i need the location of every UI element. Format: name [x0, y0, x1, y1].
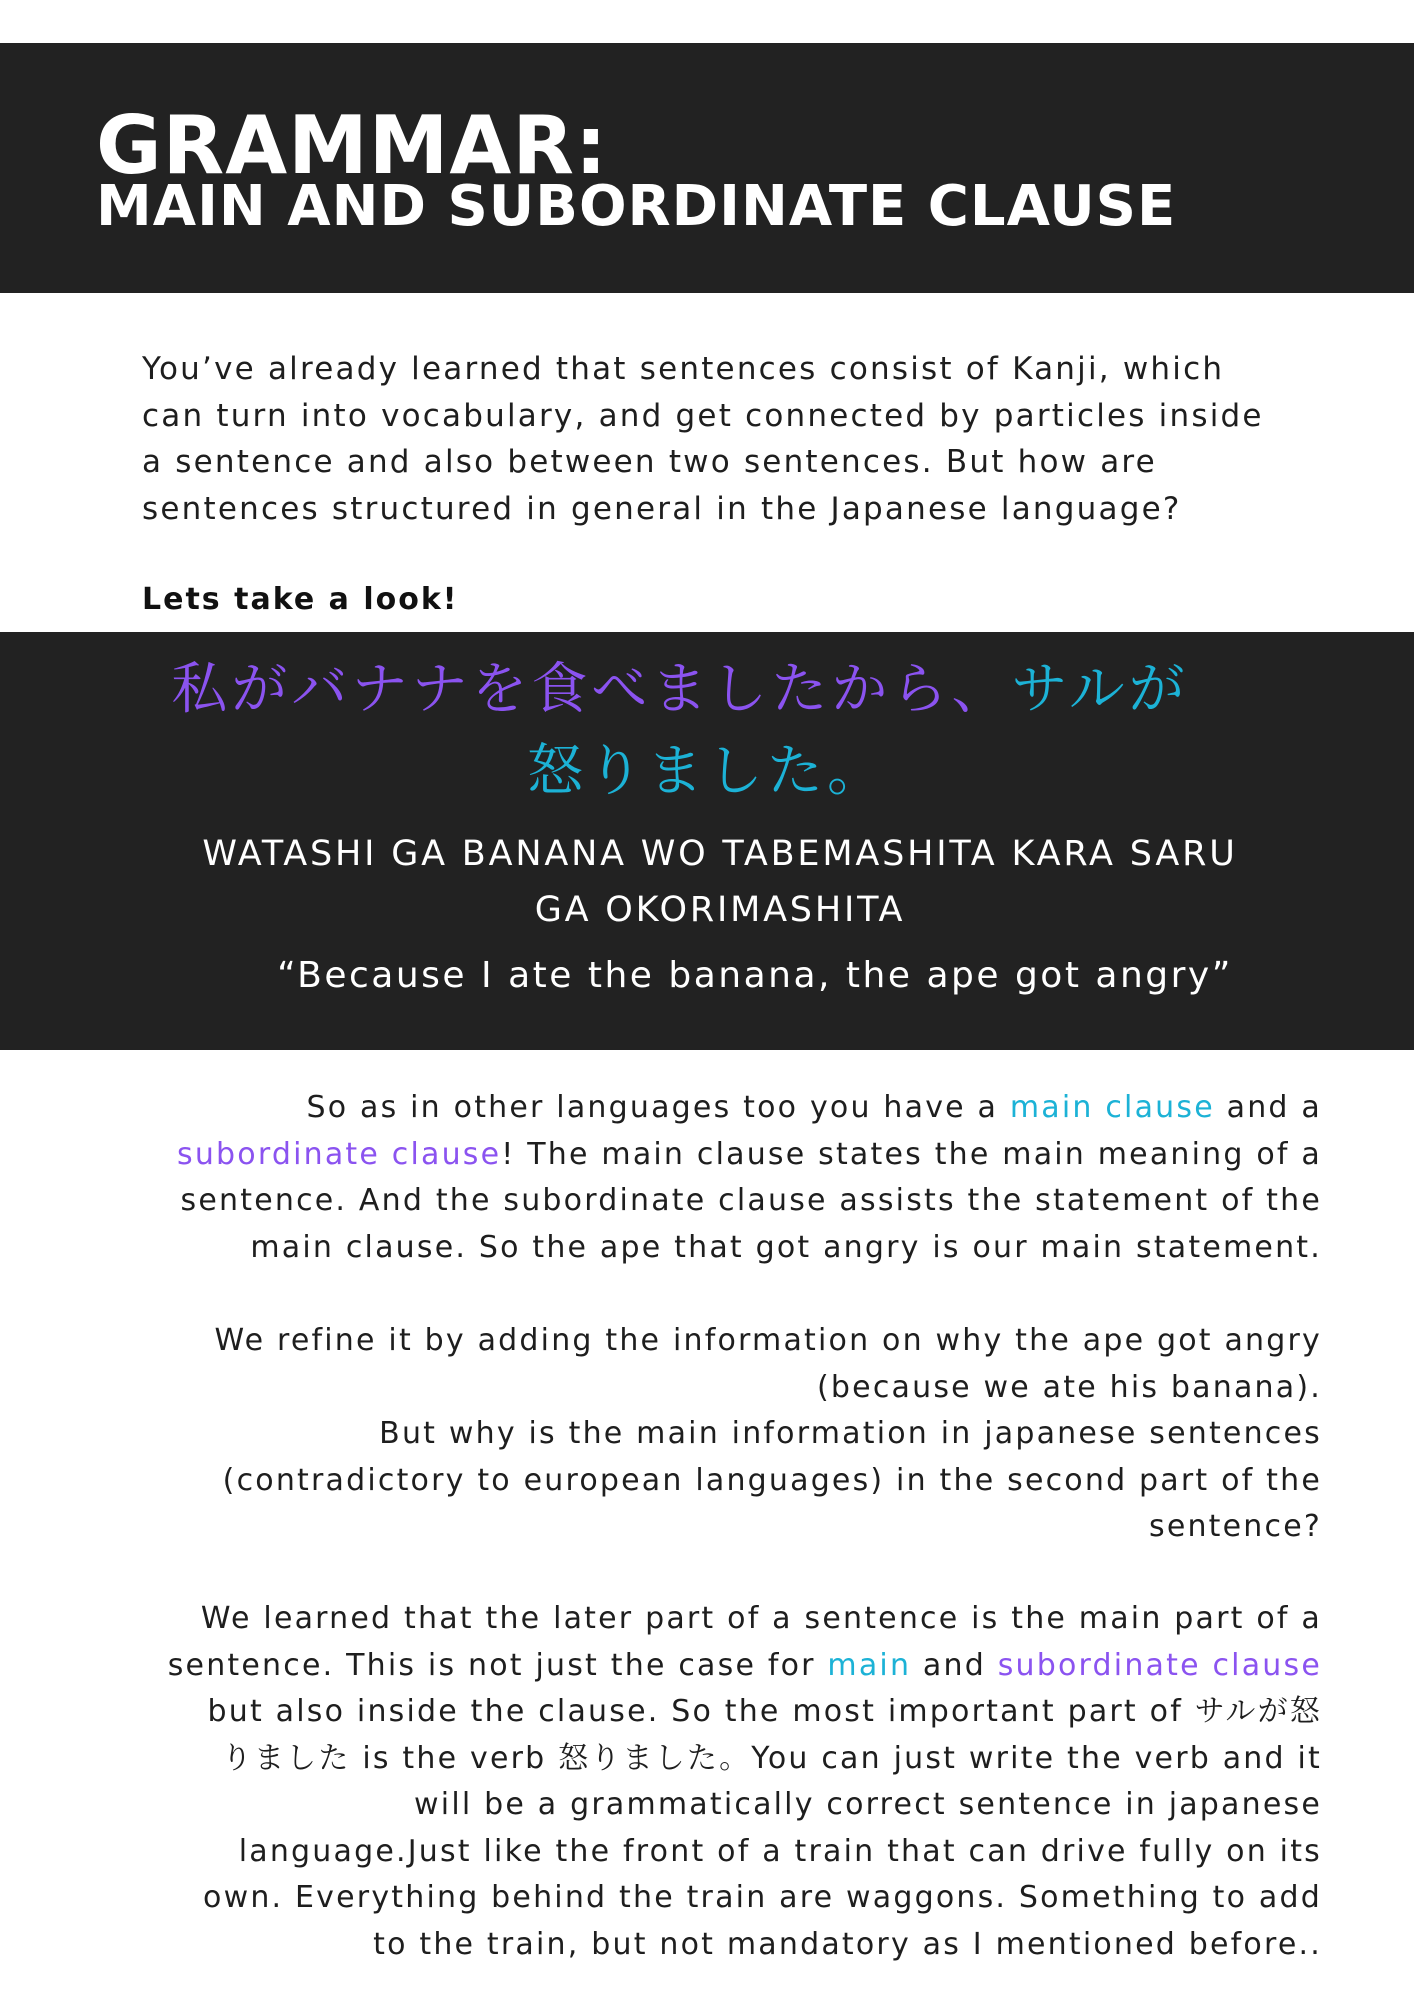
subordinate-clause-term: subordinate clause [997, 1647, 1322, 1683]
main-clause-japanese-end: 怒りました。 [527, 739, 887, 804]
main-clause-term: main clause [1009, 1090, 1215, 1125]
subordinate-clause-japanese: 私がバナナを食べましたから、 [171, 657, 1012, 722]
text-run: (because we ate his banana). [817, 1369, 1322, 1405]
text-run: main clause. So the ape that got angry is our main statement. [250, 1229, 1322, 1265]
text-run: ! The main clause states the main meaning of a [501, 1136, 1322, 1172]
main-term: main [827, 1647, 912, 1683]
main-clause-japanese-start: サルが [1011, 657, 1189, 722]
explanation-paragraph-2 [142, 1318, 1322, 1551]
text-run: We learned that the later part of a sentence is the main part of a [200, 1601, 1322, 1636]
example-japanese-line1 [100, 650, 1260, 730]
example-japanese-line2 [0, 732, 1414, 812]
subordinate-clause-term: subordinate clause [177, 1136, 502, 1172]
page-title: GRAMMAR: [96, 99, 608, 192]
call-to-action: Lets take a look! [142, 582, 459, 617]
text-run: sentence. This is not just the case for [167, 1647, 828, 1683]
romaji-line: GA OKORIMASHITA [534, 890, 906, 930]
text-run: to the train, but not mandatory as I mentioned before.. [373, 1926, 1322, 1962]
example-translation: “Because I ate the banana, the ape got angry” [277, 955, 1233, 996]
text-run: sentence. And the subordinate clause assists the statement of the [180, 1183, 1322, 1218]
text-run: will be a grammatically correct sentence in japanese [414, 1787, 1322, 1822]
intro-line: can turn into vocabulary, and get connected by particles inside [142, 397, 1264, 434]
intro-line: sentences structured in general in the Japanese language? [142, 490, 1182, 527]
text-run: We refine it by adding the information on why the ape got angry [214, 1323, 1322, 1358]
text-run: own. Everything behind the train are waggons. Something to add [203, 1880, 1322, 1915]
text-run: (contradictory to european languages) in the second part of the [222, 1462, 1322, 1498]
intro-line: You’ve already learned that sentences consist of Kanji, which [142, 351, 1225, 387]
page-subtitle: MAIN AND SUBORDINATE CLAUSE [96, 174, 1177, 239]
romaji-line: WATASHI GA BANANA WO TABEMASHITA KARA SARU [202, 834, 1238, 874]
text-run: and a [1214, 1090, 1322, 1125]
intro-paragraph [142, 346, 1292, 532]
text-run: So as in other languages too you have a [306, 1090, 1010, 1125]
text-run: But why is the main information in japanese sentences [379, 1416, 1322, 1451]
text-run: りました is the verb 怒りました。You can just write the verb and it [221, 1740, 1322, 1776]
text-run: sentence? [1148, 1509, 1322, 1544]
intro-line: a sentence and also between two sentences. But how are [142, 444, 1157, 480]
text-run: language.Just like the front of a train that can drive fully on its [238, 1833, 1322, 1869]
example-romaji [140, 826, 1300, 938]
explanation-paragraph-3 [142, 1596, 1322, 1968]
explanation-paragraph-1 [142, 1085, 1322, 1271]
text-run: and [911, 1647, 998, 1683]
text-run: but also inside the clause. So the most important part of サルが怒 [207, 1694, 1322, 1729]
